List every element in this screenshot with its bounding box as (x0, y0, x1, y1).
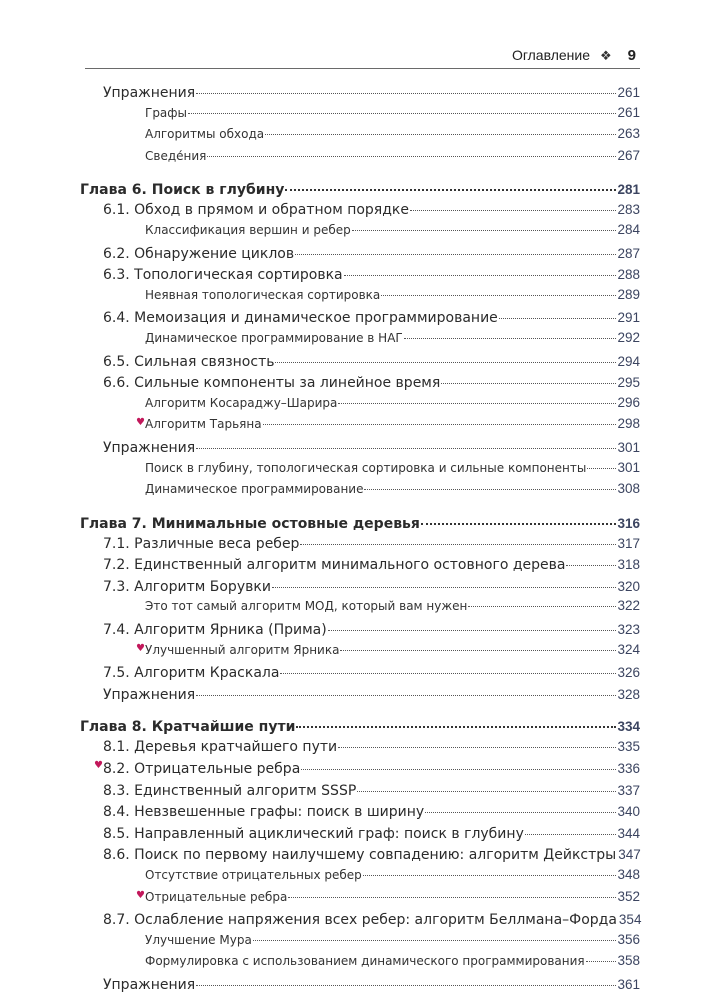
dot-leader (275, 348, 616, 363)
toc-entry-title: 6.2. Обнаружение циклов (103, 245, 295, 262)
toc-entry-title: Улучшение Мура (145, 932, 252, 947)
toc-entry-title: 7.2. Единственный алгоритм минимального остовного дерева (103, 557, 566, 574)
toc-entry-page: 337 (617, 782, 640, 798)
toc-entry-title: Алгоритм Косараджу–Шарира (145, 395, 338, 410)
dot-leader (338, 391, 616, 404)
toc-entry-page: 322 (617, 598, 640, 614)
toc-entry-title: Глава 7. Минимальные остовные деревья (80, 515, 420, 532)
toc-entry-page: 344 (617, 825, 640, 841)
dot-leader (363, 863, 617, 876)
table-of-contents (78, 82, 640, 996)
toc-entry-title: Алгоритм Тарьяна (145, 417, 262, 432)
dot-leader (196, 971, 616, 986)
toc-subsection[interactable] (78, 888, 640, 910)
toc-entry-page: 292 (617, 329, 640, 345)
toc-entry-page: 318 (617, 557, 640, 573)
toc-entry-page: 324 (617, 641, 640, 657)
toc-entry-title: 7.3. Алгоритм Борувки (103, 578, 271, 595)
dot-leader (404, 326, 617, 339)
dot-leader (381, 283, 616, 296)
heart-icon: ♥ (136, 889, 145, 901)
dot-leader (587, 456, 616, 469)
toc-entry-page: 283 (617, 202, 640, 218)
dot-leader (296, 712, 616, 728)
toc-entry-page: 287 (617, 245, 640, 261)
toc-entry-title: Динамическое программирование в НАГ (145, 330, 403, 345)
dot-leader (421, 509, 617, 525)
dot-leader (525, 820, 617, 835)
toc-entry-title: 8.3. Единственный алгоритм SSSP (103, 782, 357, 799)
dot-leader (301, 755, 616, 770)
toc-entry-page: 295 (617, 375, 640, 391)
dot-leader (288, 885, 616, 898)
page-number: 9 (627, 47, 636, 64)
ornament-icon: ❖ (600, 48, 612, 63)
dot-leader (285, 175, 616, 191)
toc-entry-page: 291 (617, 310, 640, 326)
dot-leader (207, 144, 616, 157)
dot-leader (253, 928, 617, 941)
toc-entry-page: 328 (617, 686, 640, 702)
toc-entry-page: 301 (617, 439, 640, 455)
dot-leader (295, 240, 616, 255)
toc-entry-title: 8.6. Поиск по первому наилучшему совпадению: алгоритм Дейкстры (103, 847, 617, 864)
toc-entry-page: 348 (617, 867, 640, 882)
toc-entry-page: 289 (617, 286, 640, 302)
toc-entry-title: 6.3. Топологическая сортировка (103, 267, 343, 284)
toc-entry-page: 358 (617, 953, 640, 969)
heart-icon: ♥ (136, 417, 145, 429)
toc-subsection[interactable] (78, 931, 640, 953)
dot-leader (425, 798, 616, 813)
dot-leader (566, 551, 616, 566)
toc-entry-title: Неявная топологическая сортировка (145, 287, 381, 302)
toc-entry-page: 263 (617, 126, 640, 142)
toc-entry-title: Глава 8. Кратчайшие пути (80, 719, 296, 736)
toc-subsection[interactable] (78, 147, 640, 169)
toc-section[interactable] (78, 684, 640, 706)
dot-leader (499, 304, 617, 319)
toc-entry-page: 294 (617, 353, 640, 369)
toc-entry-title: 6.4. Мемоизация и динамическое программирование (103, 310, 498, 327)
toc-section[interactable] (78, 974, 640, 996)
dot-leader (357, 777, 616, 792)
dot-leader (338, 733, 616, 748)
toc-entry-page: 323 (617, 622, 640, 638)
dot-leader (586, 949, 617, 962)
running-header (85, 44, 640, 69)
toc-entry-title: 7.5. Алгоритм Краскала (103, 665, 280, 682)
dot-leader (263, 412, 617, 425)
toc-entry-title: Упражнения (103, 439, 196, 456)
toc-entry-title: Отсутствие отрицательных ребер (145, 868, 362, 882)
header-title: Оглавление (511, 47, 590, 63)
dot-leader (340, 638, 616, 651)
toc-section[interactable] (78, 533, 640, 555)
toc-entry-page: 334 (617, 719, 640, 735)
toc-entry-page: 354 (618, 912, 642, 928)
dot-leader (468, 594, 616, 607)
toc-entry-title: Отрицательные ребра (145, 889, 288, 904)
toc-entry-title: Динамическое программирование (145, 482, 364, 497)
toc-entry-title: Сведе́ния (145, 148, 207, 163)
dot-leader (364, 477, 616, 490)
dot-leader (352, 218, 617, 231)
toc-entry-page: 267 (617, 147, 640, 163)
toc-section[interactable] (78, 437, 640, 459)
toc-entry-title: 7.1. Различные веса ребер (103, 535, 300, 552)
dot-leader (410, 196, 616, 211)
toc-entry-page: 281 (617, 182, 640, 198)
toc-entry-page: 347 (618, 847, 641, 863)
toc-entry-title: 8.7. Ослабление напряжения всех ребер: алгоритм Беллмана–Форда (103, 912, 617, 929)
dot-leader (272, 573, 617, 588)
toc-entry-title: Упражнения (103, 686, 196, 703)
toc-entry-page: 361 (617, 976, 640, 992)
heart-icon: ♥ (94, 760, 103, 772)
toc-entry-title: 8.2. Отрицательные ребра (103, 761, 301, 778)
toc-subsection[interactable] (78, 480, 640, 502)
toc-section[interactable] (78, 823, 640, 845)
toc-entry-page: 316 (617, 515, 640, 531)
toc-entry-title: 6.5. Сильная связность (103, 353, 275, 370)
dot-leader (300, 530, 616, 545)
toc-entry-page: 261 (617, 85, 640, 100)
toc-entry-page: 298 (617, 416, 640, 432)
dot-leader (196, 681, 616, 696)
toc-entry-page: 320 (617, 578, 640, 594)
dot-leader (344, 261, 617, 276)
toc-entry-title: 6.1. Обход в прямом и обратном порядке (103, 202, 409, 219)
dot-leader (265, 122, 616, 135)
toc-entry-page: 301 (617, 459, 640, 475)
toc-entry-title: Поиск в глубину, топологическая сортировка и сильные компоненты (145, 460, 587, 475)
toc-entry-page: 335 (617, 739, 640, 755)
toc-entry-title: Глава 6. Поиск в глубину (80, 182, 285, 199)
toc-entry-page: 261 (617, 104, 640, 120)
toc-entry-page: 356 (617, 931, 640, 947)
toc-entry-title: 6.6. Сильные компоненты за линейное время (103, 375, 441, 392)
toc-entry-title: Графы (145, 105, 188, 120)
toc-entry-page: 336 (617, 761, 640, 777)
dot-leader (196, 434, 616, 449)
dot-leader (188, 101, 616, 114)
toc-entry-page: 326 (617, 665, 640, 681)
dot-leader (441, 369, 616, 384)
toc-entry-title: Улучшенный алгоритм Ярника (145, 642, 340, 657)
toc-entry-title: Формулировка с использованием динамического программирования (145, 954, 585, 969)
heart-icon: ♥ (136, 642, 145, 654)
toc-entry-title: 8.5. Направленный ациклический граф: поиск в глубину (103, 825, 524, 842)
toc-entry-page: 340 (617, 804, 640, 820)
header-right (512, 47, 636, 64)
toc-entry-title: Упражнения (103, 976, 196, 993)
toc-entry-page: 308 (617, 481, 640, 497)
dot-leader (196, 79, 616, 94)
toc-entry-title: Это тот самый алгоритм МОД, который вам нужен (145, 599, 468, 614)
toc-entry-page: 296 (617, 394, 640, 410)
toc-entry-page: 352 (617, 888, 640, 904)
toc-entry-title: Классификация вершин и ребер (145, 222, 351, 237)
toc-entry-page: 288 (617, 267, 640, 283)
toc-entry-title: 8.1. Деревья кратчайшего пути (103, 739, 338, 756)
toc-entry-title: Упражнения (103, 85, 196, 101)
toc-entry-page: 284 (617, 221, 640, 237)
toc-entry-page: 317 (617, 535, 640, 551)
dot-leader (328, 616, 617, 631)
dot-leader (280, 659, 616, 674)
toc-entry-title: Алгоритмы обхода (145, 127, 265, 142)
toc-entry-title: 8.4. Невзвешенные графы: поиск в ширину (103, 804, 425, 821)
toc-entry-title: 7.4. Алгоритм Ярника (Прима) (103, 622, 327, 639)
